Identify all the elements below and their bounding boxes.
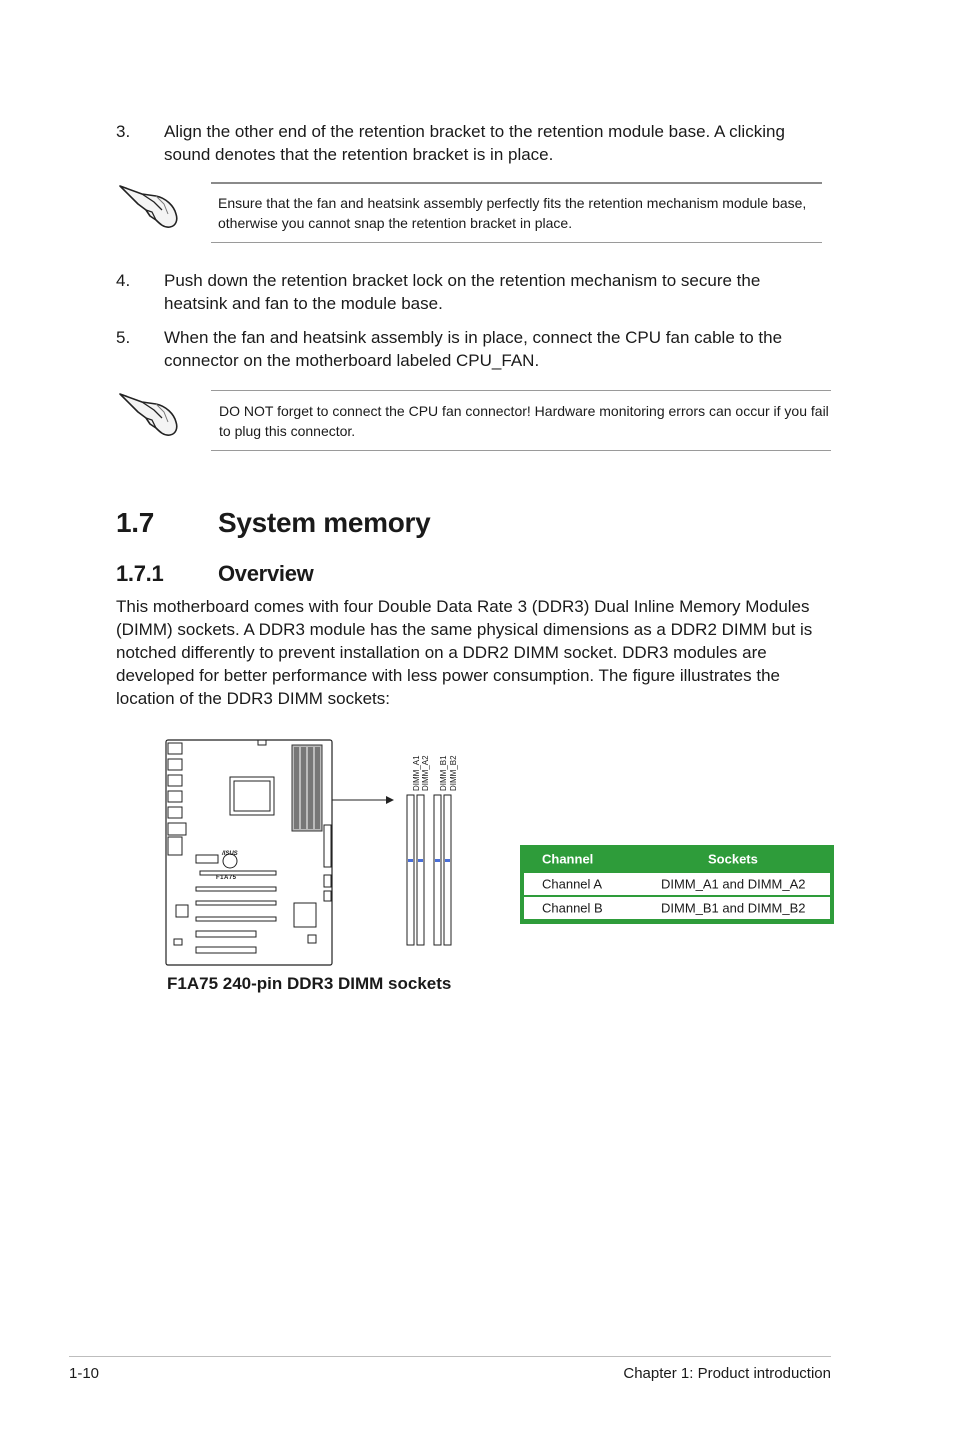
hand-pointer-icon (116, 388, 180, 438)
table-row (524, 873, 830, 895)
header-channel: Channel (542, 851, 594, 866)
step-number: 3. (116, 122, 131, 141)
hand-pointer-icon (116, 180, 180, 230)
header-sockets: Sockets (708, 851, 758, 866)
page-number: 1-10 (69, 1365, 100, 1382)
channel-table (520, 845, 834, 924)
table-row (524, 897, 830, 919)
note-bottom-rule (211, 242, 822, 243)
channel-cell: Channel A (542, 876, 602, 892)
footer-rule (69, 1356, 831, 1357)
step-number: 5. (116, 328, 131, 347)
step-text: When the fan and heatsink assembly is in place, connect the CPU fan cable to the connector on the motherboard labeled CPU_FAN. (164, 328, 783, 370)
note-bottom-rule (211, 450, 831, 451)
note-fan-fit: Ensure that the fan and heatsink assembly perfectly fits the retention mechanism module base, otherwise you cannot snap the retention bracket in place. (218, 195, 807, 231)
figure-caption: F1A75 240-pin DDR3 DIMM sockets (167, 974, 452, 993)
board-model-label: F1A75 (216, 875, 237, 881)
note-top-rule (211, 182, 822, 184)
section-number: 1.7 (116, 507, 155, 538)
subsection-number: 1.7.1 (116, 561, 164, 586)
brand-logo: /ISUS (222, 851, 238, 857)
section-title: System memory (218, 507, 431, 538)
motherboard-diagram: F1A75 /ISUS DIMM_A1 DIMM_A2 DIMM_B1 DIMM_B2 (160, 735, 480, 970)
sockets-cell: DIMM_B1 and DIMM_B2 (661, 900, 806, 916)
step-number: 4. (116, 271, 131, 290)
step-text: Push down the retention bracket lock on the retention mechanism to secure the heatsink and fan to the module base. (164, 271, 761, 313)
sockets-cell: DIMM_A1 and DIMM_A2 (661, 876, 806, 892)
subsection-title: Overview (218, 561, 314, 586)
step-4 (116, 269, 836, 319)
chapter-title: Chapter 1: Product introduction (623, 1365, 831, 1382)
table-header (524, 845, 830, 872)
step-text: Align the other end of the retention bracket to the retention module base. A clicking sound denotes that the retention bracket is in place. (164, 122, 785, 164)
note-cpu-fan: DO NOT forget to connect the CPU fan connector! Hardware monitoring errors can occur if you fail to plug this connector. (219, 403, 829, 439)
step-5 (116, 326, 836, 376)
channel-cell: Channel B (542, 900, 603, 916)
overview-paragraph: This motherboard comes with four Double Data Rate 3 (DDR3) Dual Inline Memory Modules (DIMM) sockets. A DDR3 module has the same physical dimensions as a DDR2 DIMM but is notched differently to prevent installation on a DDR2 DIMM socket. DDR3 modules are developed for better performance with less power consumption. The figure illustrates the location of the DDR3 DIMM sockets: (116, 597, 813, 708)
note-top-rule (211, 390, 831, 391)
step-3 (116, 120, 836, 170)
